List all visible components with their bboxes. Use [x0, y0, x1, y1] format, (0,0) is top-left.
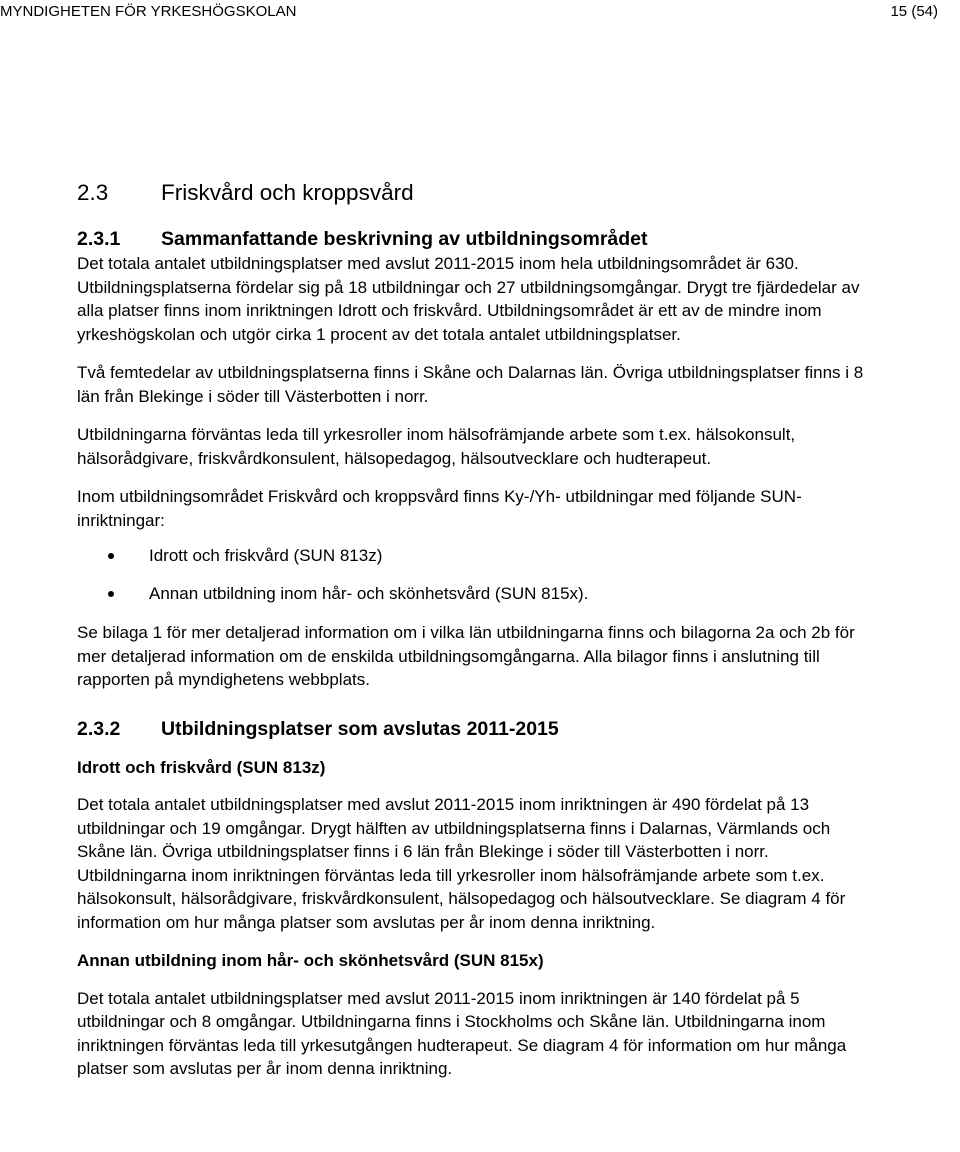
subsection-title: Sammanfattande beskrivning av utbildningsområdet	[161, 228, 648, 250]
page-header	[0, 3, 938, 25]
sun-list	[77, 544, 877, 605]
page-number: 15 (54)	[890, 3, 938, 20]
paragraph-regions: Två femtedelar av utbildningsplatserna finns i Skåne och Dalarnas län. Övriga utbildningsplatser finns i 8 län från Blekinge i söder till Västerbotten i norr.	[77, 363, 864, 406]
list-item	[77, 582, 877, 606]
list-item	[77, 544, 877, 568]
section-heading	[77, 178, 877, 208]
paragraph-har-skonhet: Det totala antalet utbildningsplatser med avslut 2011-2015 inom inriktningen är 140 fördelat på 5 utbildningar och 8 omgångar. Utbildningarna finns i Stockholms och Skåne län. Utbildningarna inom inriktningen förväntas leda till yrkesutgången hudterapeut. Se diagram 4 för information om hur många platser som avslutas per år inom denna inriktning.	[77, 988, 847, 1078]
paragraph-appendix-note: Se bilaga 1 för mer detaljerad information om i vilka län utbildningarna finns och bilagorna 2a och 2b för mer detaljerad information om de enskilda utbildningsomgångarna. Alla bilagor finns i anslutning till rapporten på myndighetens webbplats.	[77, 623, 855, 689]
subsection-heading-summary	[77, 226, 877, 252]
list-item-text: Idrott och friskvård (SUN 813z)	[149, 546, 383, 565]
document-body	[77, 178, 877, 1096]
section-title: Friskvård och kroppsvård	[161, 180, 414, 205]
subsection-number: 2.3.2	[77, 717, 121, 740]
list-item-text: Annan utbildning inom hår- och skönhetsvård (SUN 815x).	[149, 583, 589, 603]
paragraph-idrott: Det totala antalet utbildningsplatser med avslut 2011-2015 inom inriktningen är 490 fördelat på 13 utbildningar och 19 omgångar. Drygt hälften av utbildningsplatserna finns i Dalarnas, Värmlands och Skåne län. Övriga utbildningsplatser finns i 6 län från Blekinge i söder till Västerbotten i norr. Utbildningarna inom inriktningen förväntas leda till yrkesroller inom hälsofrämjande arbete som t.ex. hälsokonsult, hälsorådgivare, friskvårdkonsulent, hälsopedagog och hälsoutvecklare. Se diagram 4 för information om hur många platser som avslutas per år inom denna inriktning.	[77, 795, 846, 932]
paragraph-sun-intro: Inom utbildningsområdet Friskvård och kroppsvård finns Ky-/Yh- utbildningar med följande SUN- inriktningar:	[77, 487, 802, 530]
bullet-icon	[108, 591, 114, 597]
section-number: 2.3	[77, 180, 109, 205]
bullet-icon	[108, 553, 114, 559]
paragraph-roles: Utbildningarna förväntas leda till yrkesroller inom hälsofrämjande arbete som t.ex. hälsokonsult, hälsorådgivare, friskvårdkonsulent, hälsopedagog, hälsoutvecklare och hudterapeut.	[77, 425, 796, 468]
paragraph-total: Det totala antalet utbildningsplatser med avslut 2011-2015 inom hela utbildningsområdet är 630. Utbildningsplatserna fördelar sig på 18 utbildningar och 27 utbildningsomgångar. Drygt tre fjärdedelar av alla platser finns inom inriktningen Idrott och friskvård. Utbildningsområdet är ett av de mindre inom yrkeshögskolan och utgör cirka 1 procent av det totala antalet utbildningsplatser.	[77, 254, 860, 344]
subsection-number: 2.3.1	[77, 228, 121, 250]
group-heading-har-skonhet: Annan utbildning inom hår- och skönhetsvård (SUN 815x)	[77, 951, 544, 970]
subsection-heading-places	[77, 716, 877, 742]
subsection-title: Utbildningsplatser som avslutas 2011-2015	[161, 717, 559, 740]
group-heading-idrott: Idrott och friskvård (SUN 813z)	[77, 757, 326, 777]
organization-name: MYNDIGHETEN FÖR YRKESHÖGSKOLAN	[0, 3, 297, 20]
